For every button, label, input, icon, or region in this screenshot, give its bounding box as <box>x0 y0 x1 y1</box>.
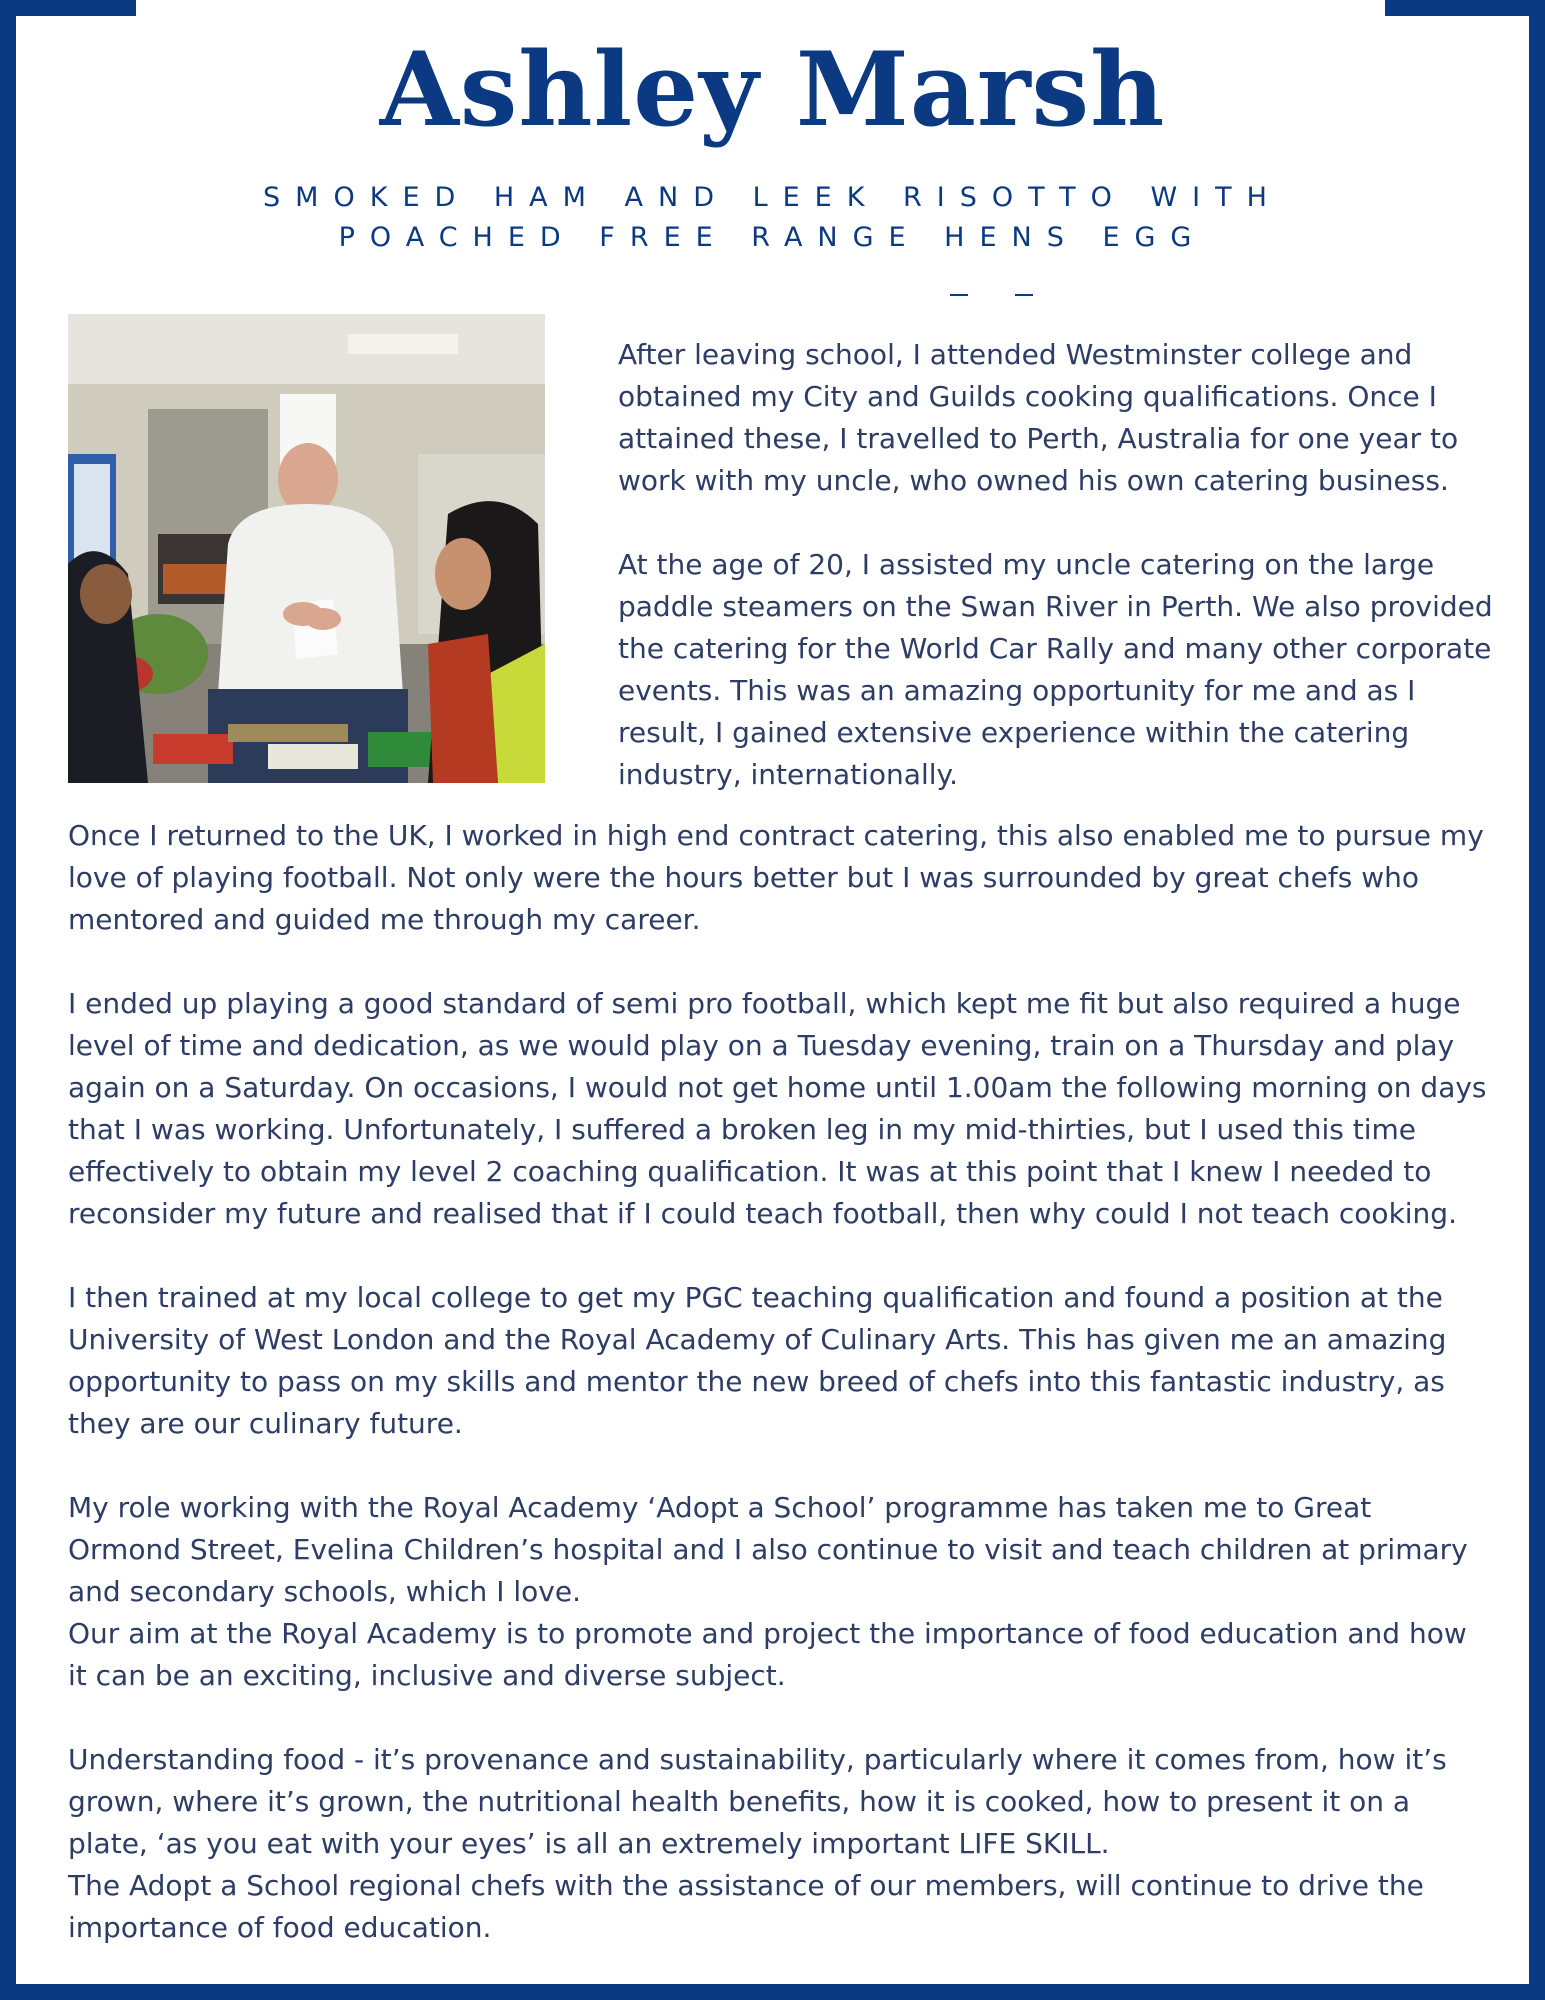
dish-title-line-2: POACHED FREE RANGE HENS EGG <box>338 222 1207 253</box>
decorative-dash <box>950 294 968 296</box>
intro-paragraph: At the age of 20, I assisted my uncle catering on the large paddle steamers on the Swan River in Perth. We also provided the catering for the World Car Rally and many other corporate events. This was an amazing opportunity for me and as I result, I gained extensive experience within the catering industry, internationally. <box>618 548 1493 791</box>
decorative-dash <box>1015 294 1033 296</box>
chef-photo-illustration <box>68 314 545 783</box>
border-tab-left <box>0 0 136 16</box>
border-tab-right <box>1385 0 1545 16</box>
dish-title <box>190 178 1355 258</box>
body-paragraph: Understanding food - it’s provenance and sustainability, particularly where it comes from, how it’s grown, where it’s grown, the nutritional health benefits, how it is cooked, how to present it on a plate, ‘as you eat with your eyes’ is all an extremely important LIFE SKILL. <box>68 1743 1447 1860</box>
body-paragraph: Our aim at the Royal Academy is to promote and project the importance of food education and how it can be an exciting, inclusive and diverse subject. <box>68 1617 1467 1692</box>
intro-paragraph: After leaving school, I attended Westminster college and obtained my City and Guilds cooking qualifications. Once I attained these, I travelled to Perth, Australia for one year to work with my uncle, who owned his own catering business. <box>618 338 1459 497</box>
biography-text <box>68 815 1488 1949</box>
body-paragraph: Once I returned to the UK, I worked in high end contract catering, this also enabled me to pursue my love of playing football. Not only were the hours better but I was surrounded by great chefs who mentored and guided me through my career. <box>68 819 1484 936</box>
body-paragraph: My role working with the Royal Academy ‘Adopt a School’ programme has taken me to Great Ormond Street, Evelina Children’s hospital and I also continue to visit and teach children at primary and secondary schools, which I love. <box>68 1491 1468 1608</box>
body-paragraph: The Adopt a School regional chefs with the assistance of our members, will continue to drive the importance of food education. <box>68 1869 1424 1944</box>
dish-title-line-1: SMOKED HAM AND LEEK RISOTTO WITH <box>263 182 1282 213</box>
body-paragraph: I ended up playing a good standard of semi pro football, which kept me fit but also required a huge level of time and dedication, as we would play on a Tuesday evening, train on a Thursday and play again on a Saturday. On occasions, I would not get home until 1.00am the following morning on days that I was working. Unfortunately, I suffered a broken leg in my mid-thirties, but I used this time effectively to obtain my level 2 coaching qualification. It was at this point that I knew I needed to reconsider my future and realised that if I could teach football, then why could I not teach cooking. <box>68 987 1487 1230</box>
chef-photo <box>68 314 545 783</box>
page-title: Ashley Marsh <box>379 30 1166 150</box>
body-paragraph: I then trained at my local college to get my PGC teaching qualification and found a position at the University of West London and the Royal Academy of Culinary Arts. This has given me an amazing opportunity to pass on my skills and mentor the new breed of chefs into this fantastic industry, as they are our culinary future. <box>68 1281 1447 1440</box>
intro-text <box>618 334 1498 796</box>
